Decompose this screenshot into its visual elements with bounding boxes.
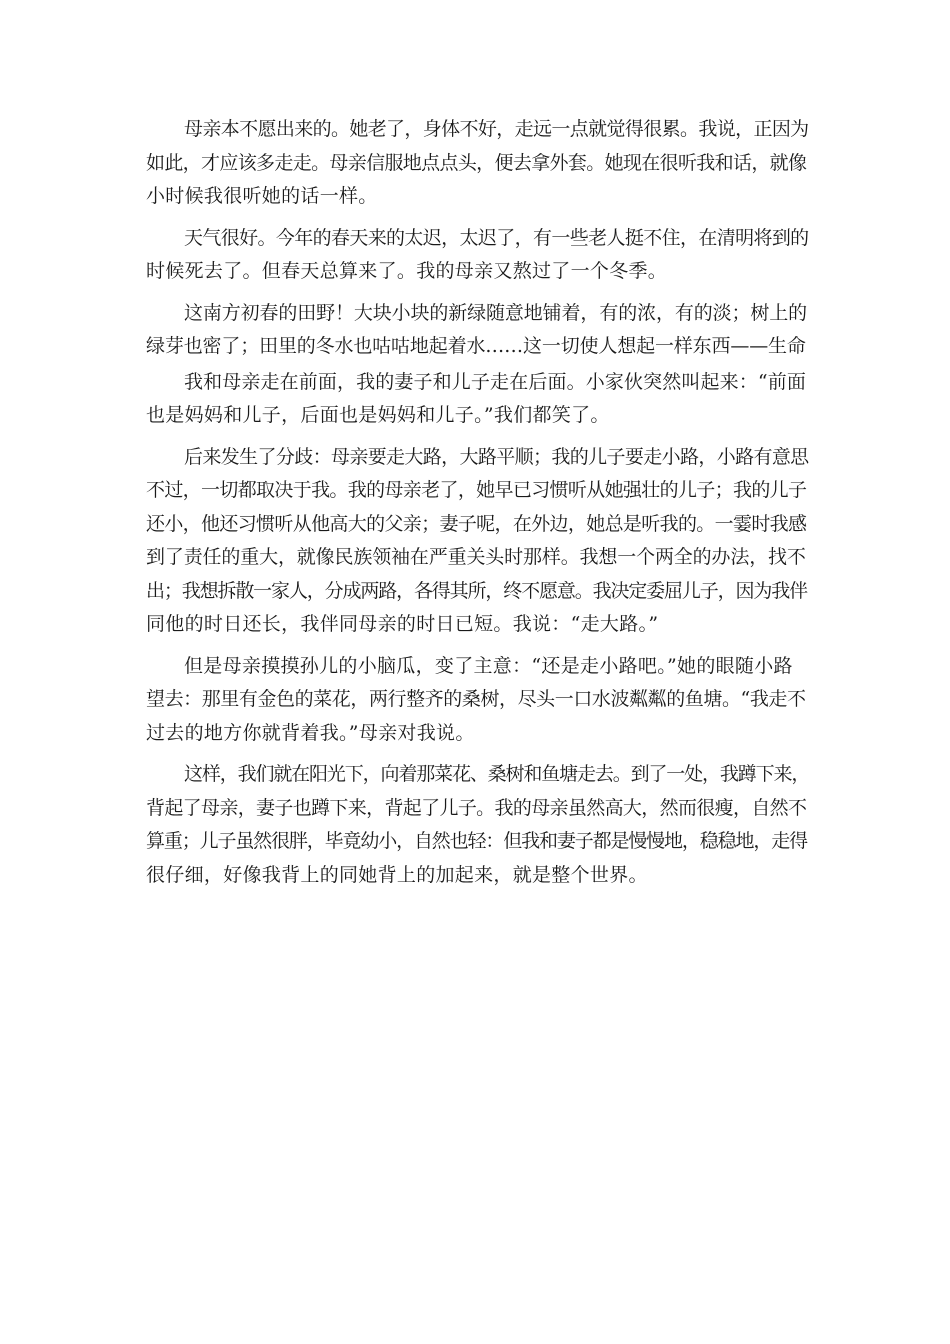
text-line: 时候死去了。但春天总算来了。我的母亲又熬过了一个冬季。 (146, 260, 668, 282)
text-line: 母亲本不愿出来的。她老了，身体不好，走远一点就觉得很累。我说，正因为 (184, 118, 809, 140)
text-line: 绿芽也密了；田里的冬水也咕咕地起着水……这一切使人想起一样东西——生命 (146, 335, 806, 357)
text-line: 同他的时日还长，我伴同母亲的时日已短。我说：“走大路。” (146, 613, 659, 635)
paragraph-5 (146, 441, 809, 642)
text-line: 这南方初春的田野！大块小块的新绿随意地铺着，有的浓，有的淡；树上的 (184, 301, 807, 324)
text-line: 小时候我很听她的话一样。 (146, 185, 378, 207)
text-line: 算重；儿子虽然很胖，毕竟幼小，自然也轻：但我和妻子都是慢慢地，稳稳地，走得 (146, 830, 807, 852)
text-line: 过去的地方你就背着我。”母亲对我说。 (146, 721, 475, 744)
essay-body (146, 113, 810, 900)
paragraph-6 (146, 650, 806, 751)
text-line: 我和母亲走在前面，我的妻子和儿子走在后面。小家伙突然叫起来：“前面 (184, 370, 806, 393)
text-line: 如此，才应该多走走。母亲信服地点点头，便去拿外套。她现在很听我和话，就像 (146, 151, 807, 174)
paragraph-7 (146, 758, 810, 892)
text-line: 后来发生了分歧：母亲要走大路，大路平顺；我的儿子要走小路，小路有意思 (184, 445, 809, 468)
text-line: 还小，他还习惯听从他高大的父亲；妻子呢，在外边，她总是听我的。一霎时我感 (146, 512, 807, 535)
text-line: 很仔细，好像我背上的同她背上的加起来，就是整个世界。 (146, 863, 648, 886)
paragraph-1 (146, 113, 809, 214)
paragraph-2 (146, 222, 809, 289)
text-line: 到了责任的重大，就像民族领袖在严重关头时那样。我想一个两全的办法，找不 (146, 546, 806, 568)
text-line: 天气很好。今年的春天来的太迟，太迟了，有一些老人挺不住，在清明将到的 (184, 226, 809, 249)
text-line: 这样，我们就在阳光下，向着那菜花、桑树和鱼塘走去。到了一处，我蹲下来， (184, 763, 810, 785)
text-line: 出；我想拆散一家人，分成两路，各得其所，终不愿意。我决定委屈儿子，因为我伴 (146, 579, 807, 602)
text-line: 不过，一切都取决于我。我的母亲老了，她早已习惯听从她强壮的儿子；我的儿子 (146, 479, 807, 501)
paragraph-3 (146, 297, 806, 364)
paragraph-4 (146, 366, 806, 433)
text-line: 但是母亲摸摸孙儿的小脑瓜，变了主意：“还是走小路吧。”她的眼随小路 (184, 654, 793, 677)
text-line: 望去：那里有金色的菜花，两行整齐的桑树，尽头一口水波粼粼的鱼塘。“我走不 (146, 688, 806, 710)
text-line: 背起了母亲，妻子也蹲下来，背起了儿子。我的母亲虽然高大，然而很瘦，自然不 (146, 796, 807, 819)
text-line: 也是妈妈和儿子，后面也是妈妈和儿子。”我们都笑了。 (146, 404, 610, 426)
